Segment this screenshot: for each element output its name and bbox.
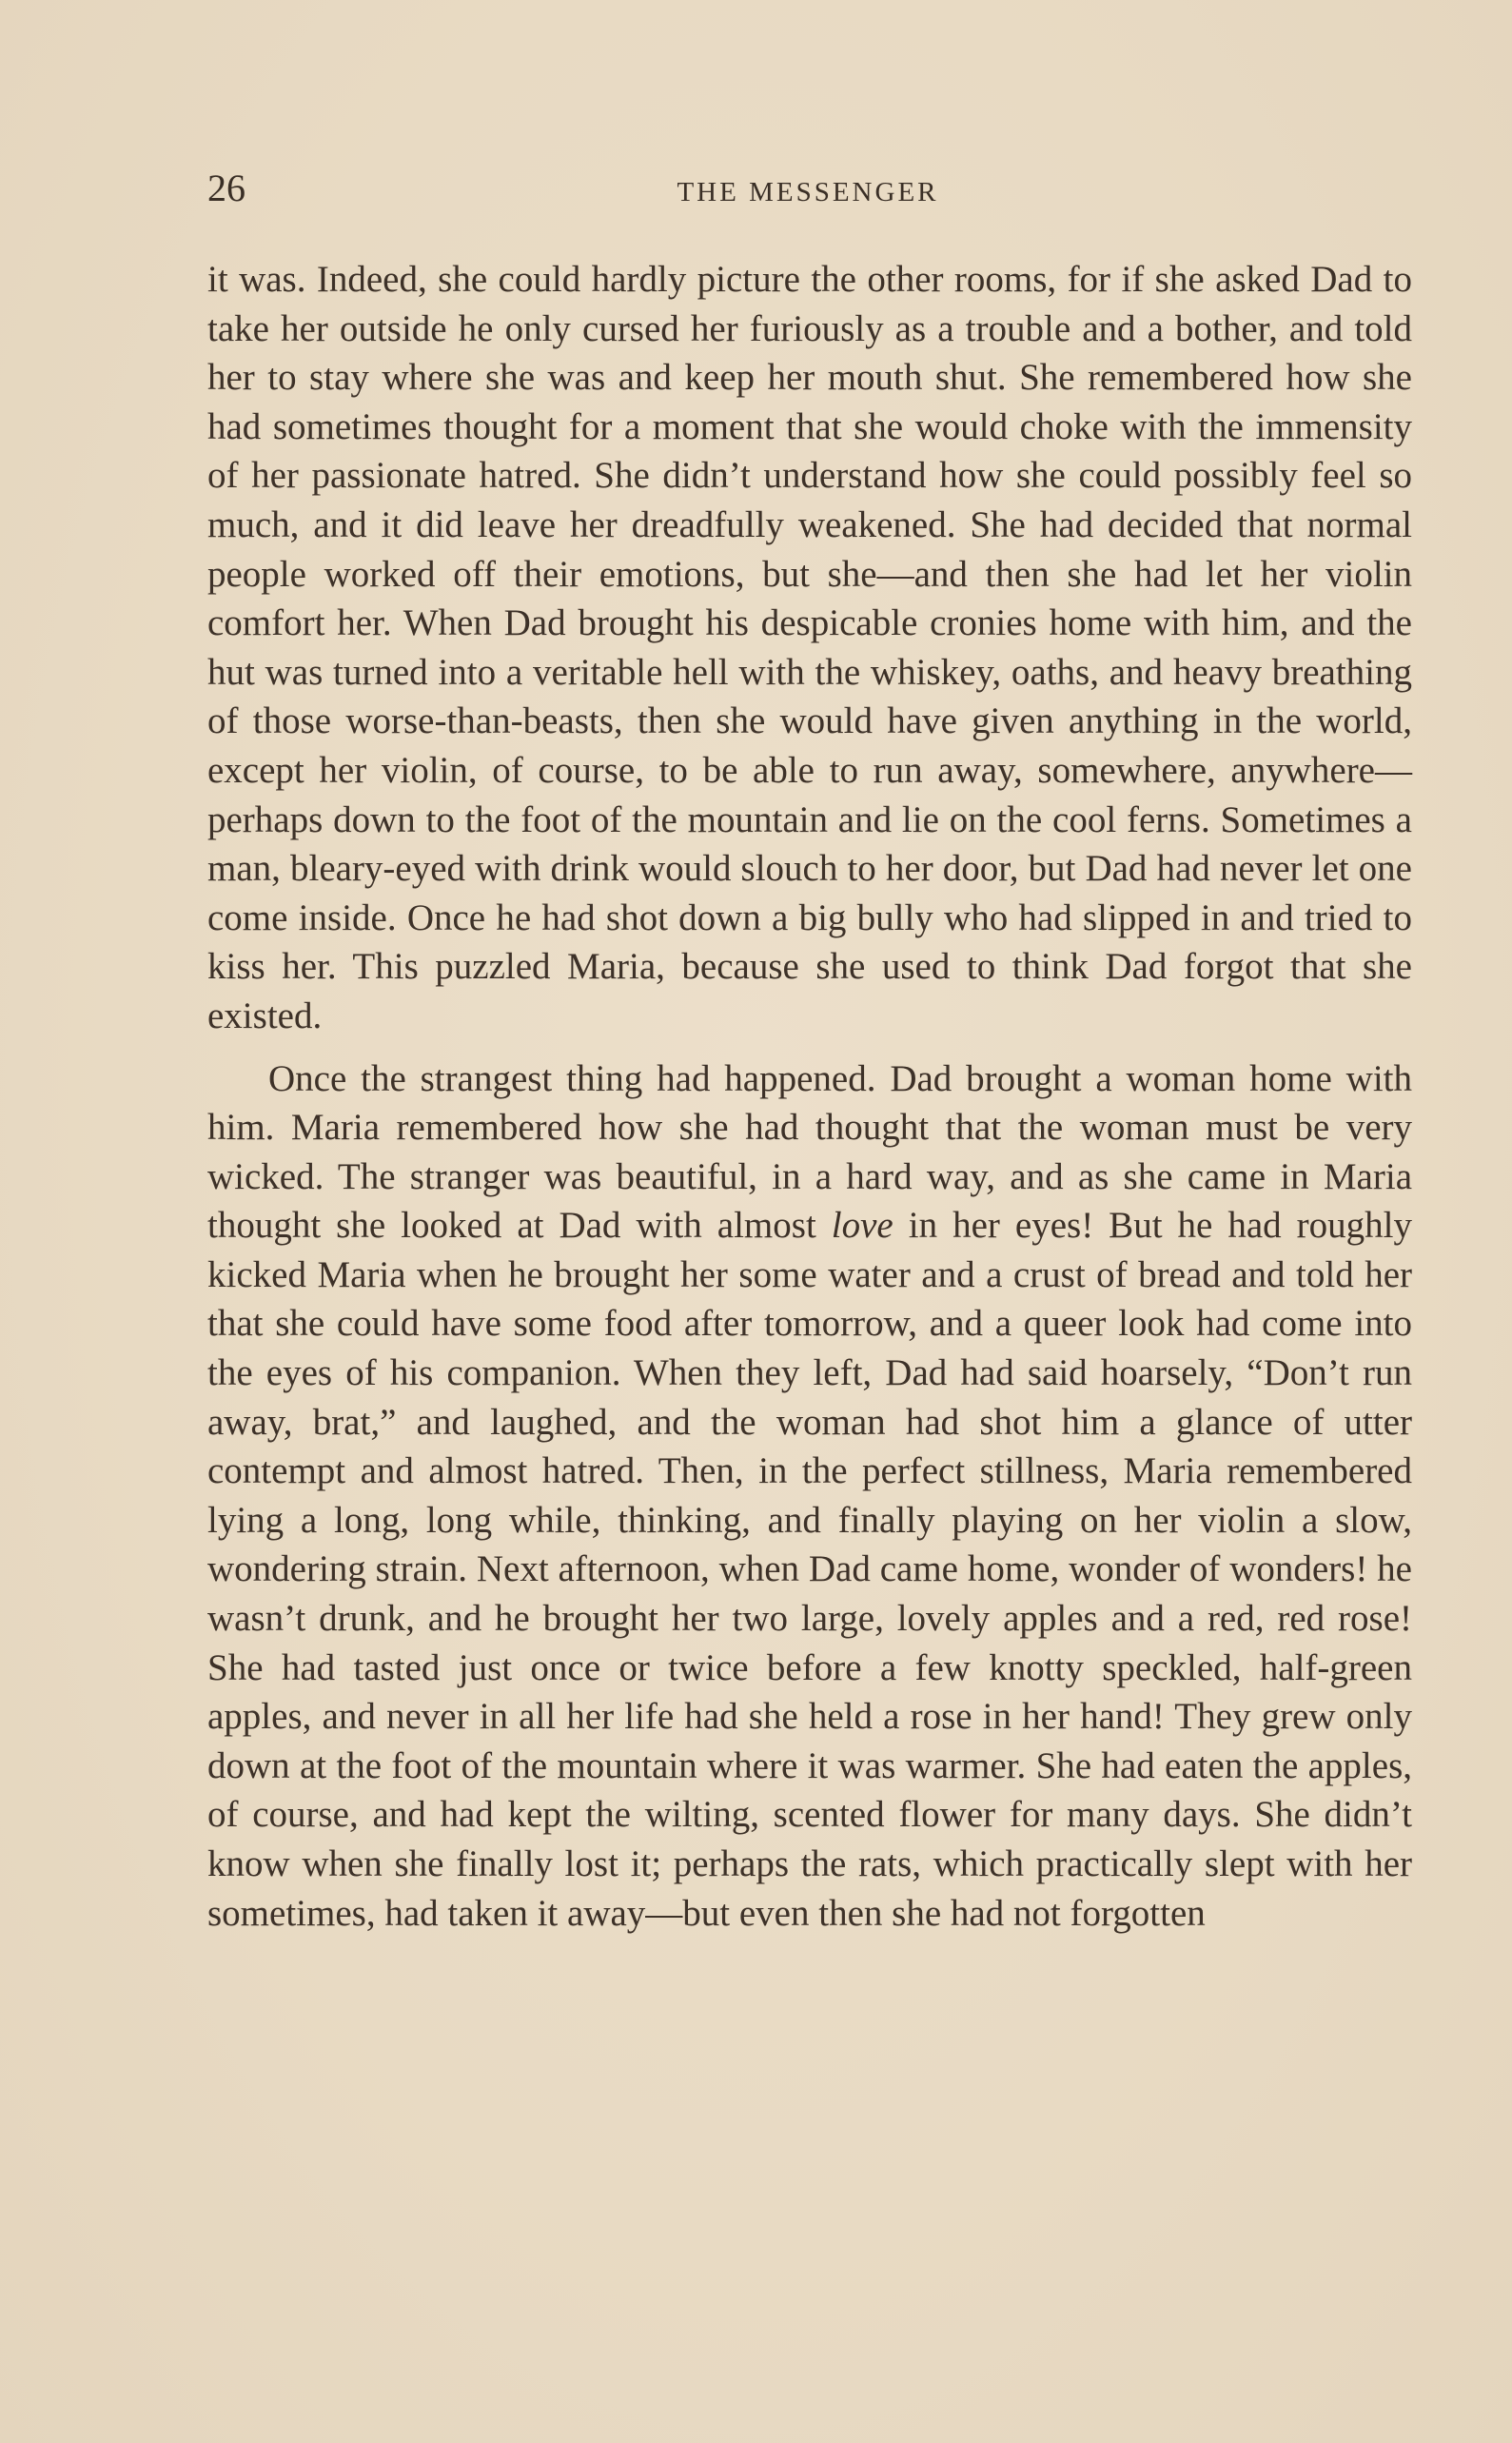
page-number: 26 (207, 167, 245, 209)
running-head (207, 160, 1408, 217)
emphasized-word: love (831, 1205, 893, 1247)
paragraph-continued: it was. Indeed, she could hardly picture the other rooms, for if she asked Dad to take her outside he only cursed her furiously as a trouble and a bother, and told her to stay where she was and keep her mouth shut. She remembered how she had sometimes thought for a moment that she would choke with the immensity of her passionate hatred. She didn’t understand how she could possibly feel so much, and it did leave her dreadfully weakened. She had decided that normal people worked off their emotions, but she—and then she had let her violin comfort her. When Dad brought his despicable cronies home with him, and the hut was turned into a veritable hell with the whiskey, oaths, and heavy breathing of those worse-than-beasts, then she would have given anything in the world, except her violin, of course, to be able to run away, somewhere, anywhere—perhaps down to the foot of the mountain and lie on the cool ferns. Sometimes a man, bleary-eyed with drink would slouch to her door, but Dad had never let one come inside. Once he had shot down a big bully who had slipped in and tried to kiss her. This puzzled Maria, because she used to think Dad forgot that she existed. (207, 259, 1412, 1036)
paragraph-strange-event (207, 1054, 1412, 1939)
running-title: THE MESSENGER (677, 177, 939, 207)
body-text (207, 255, 1412, 1938)
paragraph-text-end: in her eyes! But he had roughly kicked Maria when he brought her some water and a crust of bread and told her that she could have some food after tomorrow, and a queer look had come into the eyes of his companion. When they left, Dad had said hoarsely, “Don’t run away, brat,” and laughed, and the woman had shot him a glance of utter contempt and almost hatred. Then, in the perfect stillness, Maria remembered lying a long, long while, thinking, and finally playing on her violin a slow, wondering strain. Next afternoon, when Dad came home, wonder of wonders! he wasn’t drunk, and he brought her two large, lovely apples and a red, red rose! She had tasted just once or twice before a few knotty speckled, half-green apples, and never in all her life had she held a rose in her hand! They grew only down at the foot of the mountain where it was warmer. She had eaten the apples, of course, and had kept the wilting, scented flower for many days. She didn’t know when she finally lost it; perhaps the rats, which practically slept with her sometimes, had taken it away—but even then she had not forgotten (207, 1205, 1412, 1934)
paragraph-text-start: Once the strangest thing had happened. Dad brought a woman home with him. Maria remembered how she had thought that the woman must be very wicked. The stranger was beautiful, in a hard way, and as she came in Maria thought she looked at Dad with almost (207, 1057, 1412, 1247)
